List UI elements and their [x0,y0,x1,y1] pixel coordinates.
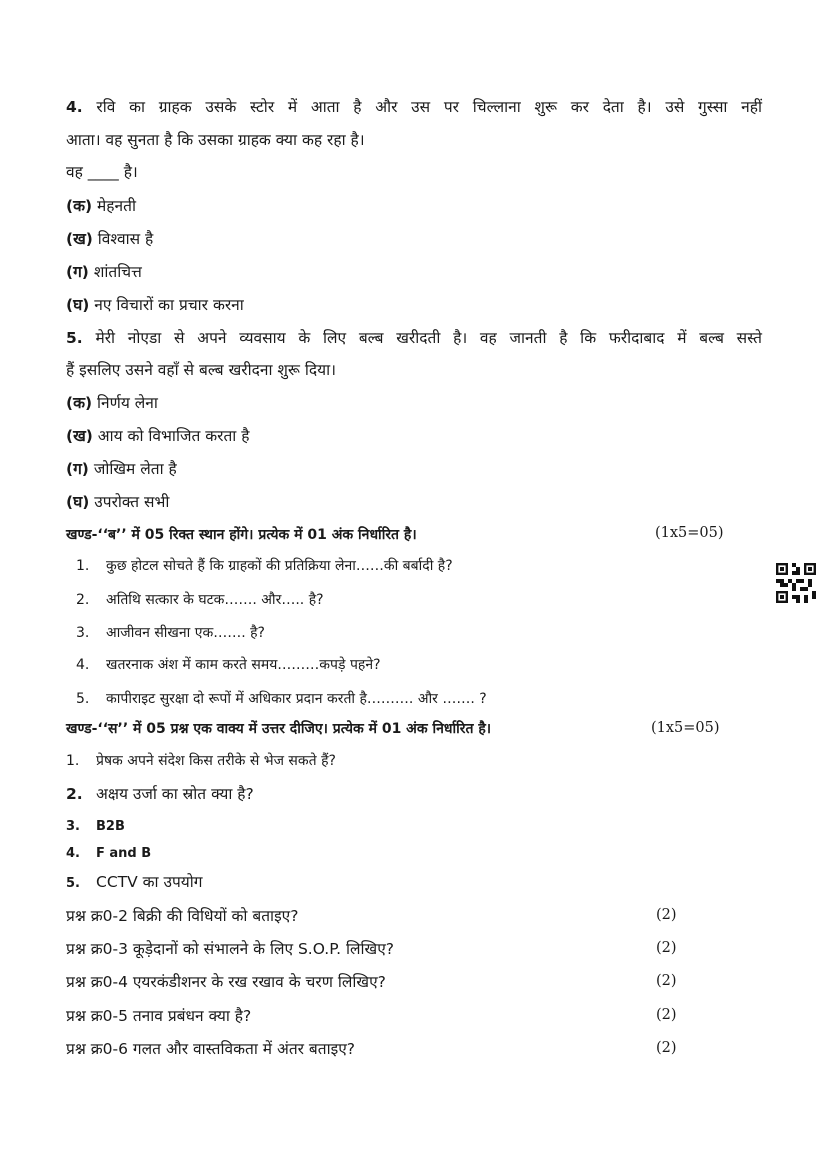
item-text: F and B [96,846,152,861]
section-b-heading: खण्ड-‘‘ब’’ में 05 रिक्त स्थान होंगे। प्रत्येक में 01 अंक निर्धारित है। [66,527,417,543]
option-text: मेहनती [97,197,136,215]
item-number: 2. [66,785,83,803]
item-number: 3. [76,625,90,641]
item-text: प्रेषक अपने संदेश किस तरीके से भेज सकते हैं? [96,753,336,769]
q4-option-b [66,228,153,250]
q4-prompt: वह ____ है। [66,163,138,181]
long-question-5: प्रश्न क्र0-5 तनाव प्रबंधन क्या है? [66,1007,252,1025]
option-text: विश्वास है [97,230,154,248]
section-b-item-1 [76,555,453,577]
long-question-4-marks: (2) [656,973,677,989]
option-label: (घ) [66,493,90,511]
section-c-item-1 [66,750,336,772]
q4-line2: आता। वह सुनता है कि उसका ग्राहक क्या कह रहा है। [66,131,365,149]
section-c-marks: (1x5=05) [651,720,720,736]
section-c-item-4 [66,841,151,865]
q4-number: 4. [66,98,83,116]
q5-number: 5. [66,329,83,347]
section-c-item-5 [66,871,203,895]
long-question-2-marks: (2) [656,907,677,923]
long-question-3-marks: (2) [656,940,677,956]
item-number: 3. [66,819,80,834]
item-text: CCTV का उपयोग [96,873,203,891]
item-number: 4. [76,657,90,673]
option-label: (ख) [66,427,93,445]
item-number: 5. [76,691,90,707]
section-c-item-2 [66,783,254,805]
item-number: 4. [66,846,80,861]
option-label: (घ) [66,296,90,314]
section-b-marks: (1x5=05) [655,525,724,541]
option-label: (ग) [66,263,89,281]
section-b-item-4 [76,654,381,676]
q5-option-a [66,392,158,414]
q5-option-d [66,491,169,513]
item-text: आजीवन सीखना एक……. है? [106,625,265,641]
option-text: निर्णय लेना [97,394,158,412]
long-question-6-marks: (2) [656,1040,677,1056]
option-label: (क) [66,394,93,412]
q5-option-c [66,458,177,480]
long-question-2: प्रश्न क्र0-2 बिक्री की विधियों को बताइए? [66,907,299,925]
qr-code-icon [776,563,816,603]
item-text: कापीराइट सुरक्षा दो रूपों में अधिकार प्रदान करती है………. और ……. ? [106,691,487,707]
option-text: उपरोक्त सभी [94,493,170,511]
option-text: आय को विभाजित करता है [97,427,250,445]
item-number: 1. [66,753,80,769]
option-text: जोखिम लेता है [93,460,177,478]
option-text: शांतचित्त [93,263,142,281]
q5-line1: मेरी नोएडा से अपने व्यवसाय के लिए बल्ब खरीदती है। वह जानती है कि फरीदाबाद में बल्ब सस्ते [95,329,762,347]
section-c-item-3 [66,814,125,838]
item-text: B2B [96,819,125,834]
q5-text-line1 [66,327,762,349]
item-number: 1. [76,558,90,574]
q5-option-b [66,425,249,447]
section-b-item-5 [76,688,487,710]
option-label: (ख) [66,230,93,248]
long-question-6: प्रश्न क्र0-6 गलत और वास्तविकता में अंतर बताइए? [66,1040,356,1058]
section-b-item-2 [76,589,324,611]
item-text: अतिथि सत्कार के घटक……. और….. है? [106,592,324,608]
option-text: नए विचारों का प्रचार करना [94,296,244,314]
item-text: कुछ होटल सोचते हैं कि ग्राहकों की प्रतिक्रिया लेना……की बर्बादी है? [106,558,453,574]
q4-option-c [66,261,142,283]
q4-text-line1 [66,96,762,118]
option-label: (ग) [66,460,89,478]
item-number: 5. [66,876,80,891]
item-text: अक्षय उर्जा का स्रोत क्या है? [96,785,254,803]
long-question-4: प्रश्न क्र0-4 एयरकंडीशनर के रख रखाव के चरण लिखिए? [66,973,386,991]
q5-line2: हैं इसलिए उसने वहाँ से बल्ब खरीदना शुरू दिया। [66,361,337,379]
item-text: खतरनाक अंश में काम करते समय………कपड़े पहने? [106,657,381,673]
q4-option-a [66,195,136,217]
long-question-3: प्रश्न क्र0-3 कूड़ेदानों को संभालने के लिए S.O.P. लिखिए? [66,940,395,958]
item-number: 2. [76,592,90,608]
section-b-item-3 [76,622,265,644]
option-label: (क) [66,197,93,215]
long-question-5-marks: (2) [656,1007,677,1023]
q4-option-d [66,294,244,316]
section-c-heading: खण्ड-‘‘स’’ में 05 प्रश्न एक वाक्य में उत्तर दीजिए। प्रत्येक में 01 अंक निर्धारित है। [66,721,492,737]
q4-line1: रवि का ग्राहक उसके स्टोर में आता है और उस पर चिल्लाना शुरू कर देता है। उसे गुस्सा नहीं [96,98,763,116]
